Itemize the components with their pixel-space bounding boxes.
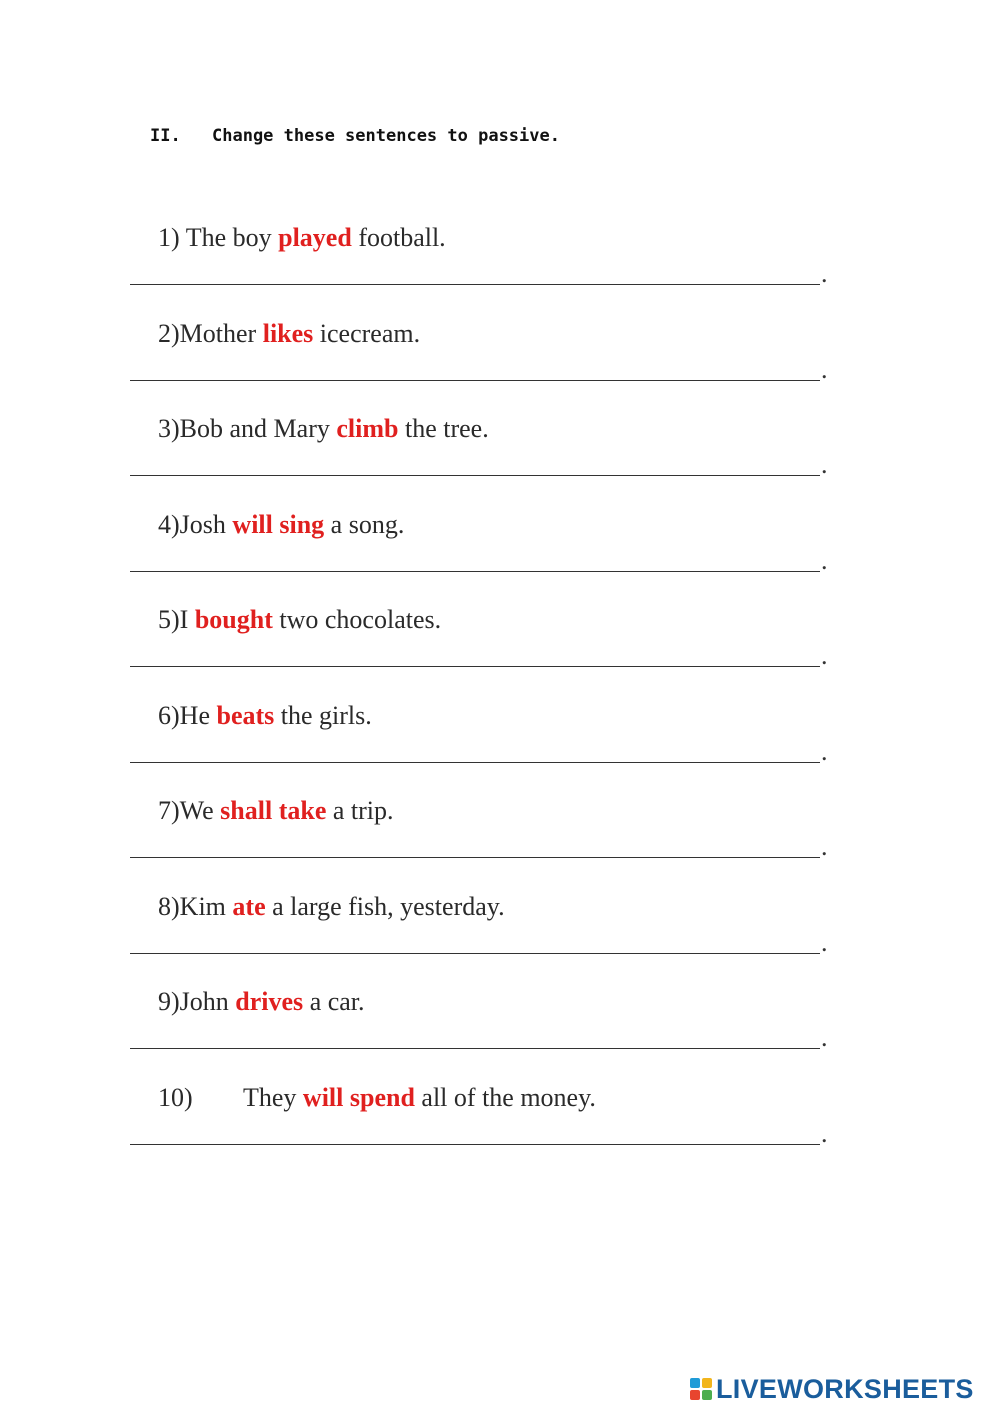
sentence-text-after: a car. — [303, 987, 365, 1016]
exercise-item — [0, 1081, 999, 1177]
exercise-number: 3) — [158, 414, 180, 443]
exercise-number: 1) — [158, 223, 180, 252]
sentence-text-after: a trip. — [326, 796, 394, 825]
sentence-text-after: football. — [351, 223, 446, 252]
sentence-text-before: They — [243, 1082, 303, 1112]
liveworksheets-logo-icon — [690, 1378, 712, 1400]
exercise-item — [0, 603, 999, 699]
exercise-sentence — [158, 1081, 596, 1115]
exercise-number: 6) — [158, 700, 180, 730]
exercise-sentence — [158, 699, 372, 733]
exercise-sentence — [158, 508, 404, 542]
exercise-sentence — [158, 890, 505, 924]
answer-period: . — [821, 641, 828, 670]
answer-period: . — [821, 1023, 828, 1052]
answer-blank[interactable] — [130, 284, 820, 285]
sentence-text-after: the girls. — [274, 700, 372, 730]
answer-blank[interactable] — [130, 1144, 820, 1145]
section-number: II. — [150, 126, 181, 146]
exercise-sentence — [158, 221, 446, 255]
exercise-number: 9) — [158, 987, 180, 1016]
section-heading — [150, 126, 560, 146]
sentence-text-before: I — [179, 605, 195, 634]
highlighted-verb: climb — [336, 414, 399, 443]
sentence-text-after: all of the money. — [414, 1082, 596, 1112]
highlighted-verb: drives — [235, 987, 304, 1016]
highlighted-verb: beats — [216, 700, 275, 730]
sentence-text-after: a large fish, yesterday. — [265, 891, 505, 921]
answer-period: . — [821, 832, 828, 861]
exercise-sentence — [158, 985, 365, 1019]
exercise-item — [0, 412, 999, 508]
answer-blank[interactable] — [130, 953, 820, 954]
exercise-number: 5) — [158, 605, 180, 634]
answer-period: . — [821, 927, 828, 957]
exercise-number: 2) — [158, 318, 180, 348]
highlighted-verb: likes — [262, 318, 314, 348]
section-instruction: Change these sentences to passive. — [212, 126, 560, 146]
highlighted-verb: played — [278, 223, 352, 252]
exercise-number: 10) — [158, 1082, 193, 1112]
sentence-text-before: Kim — [179, 891, 233, 921]
exercise-item — [0, 985, 999, 1081]
sentence-text-after: icecream. — [313, 318, 421, 348]
exercise-number: 4) — [158, 509, 180, 539]
exercise-sentence — [158, 603, 441, 637]
answer-blank[interactable] — [130, 857, 820, 858]
sentence-text-after: two chocolates. — [272, 605, 442, 634]
answer-blank[interactable] — [130, 1048, 820, 1049]
answer-blank[interactable] — [130, 380, 820, 381]
answer-period: . — [821, 1118, 828, 1148]
exercise-item — [0, 317, 999, 413]
sentence-text-before: Mother — [179, 318, 263, 348]
exercise-number: 7) — [158, 796, 180, 825]
exercise-item — [0, 508, 999, 604]
highlighted-verb: bought — [194, 605, 273, 634]
answer-period: . — [821, 545, 828, 575]
answer-period: . — [821, 736, 828, 766]
answer-blank[interactable] — [130, 666, 820, 667]
highlighted-verb: will sing — [232, 509, 325, 539]
highlighted-verb: ate — [232, 891, 266, 921]
answer-blank[interactable] — [130, 762, 820, 763]
answer-blank[interactable] — [130, 475, 820, 476]
exercise-sentence — [158, 794, 394, 828]
exercise-item — [0, 794, 999, 890]
highlighted-verb: shall take — [220, 796, 327, 825]
exercise-number: 8) — [158, 891, 180, 921]
exercise-item — [0, 221, 999, 317]
exercise-sentence — [158, 317, 420, 351]
sentence-text-before: He — [179, 700, 217, 730]
answer-period: . — [821, 354, 828, 384]
answer-blank[interactable] — [130, 571, 820, 572]
sentence-text-before: Josh — [179, 509, 233, 539]
liveworksheets-logo — [690, 1374, 974, 1404]
exercise-item — [0, 890, 999, 986]
sentence-text-after: the tree. — [398, 414, 489, 443]
sentence-text-after: a song. — [324, 509, 405, 539]
logo-text: LIVEWORKSHEETS — [716, 1373, 974, 1404]
exercise-item — [0, 699, 999, 795]
sentence-text-before: We — [179, 796, 221, 825]
answer-period: . — [821, 259, 828, 288]
sentence-text-before: Bob and Mary — [179, 414, 337, 443]
highlighted-verb: will spend — [302, 1082, 415, 1112]
sentence-text-before: John — [179, 987, 236, 1016]
sentence-text-before: The boy — [179, 223, 279, 252]
answer-period: . — [821, 450, 828, 479]
exercise-sentence — [158, 412, 489, 446]
